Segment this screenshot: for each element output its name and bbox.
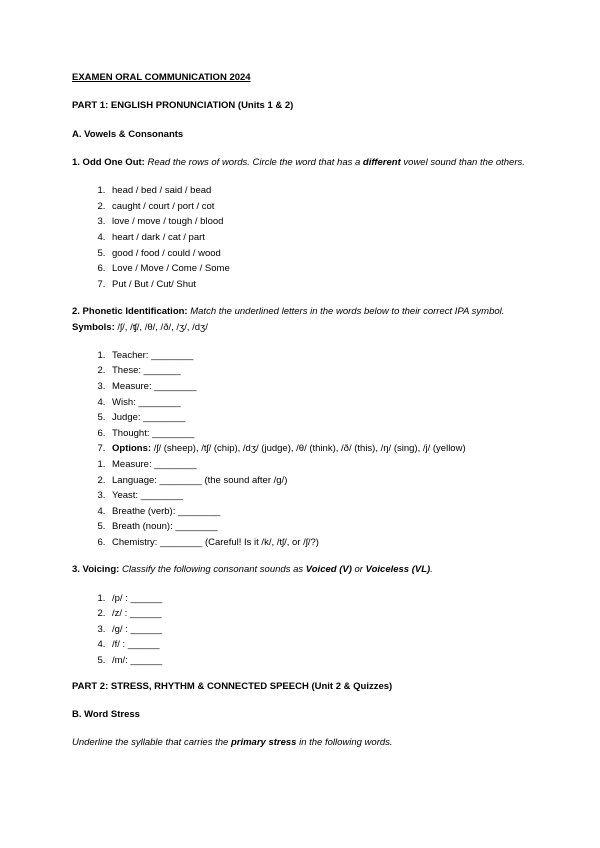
section-b-heading: B. Word Stress [72, 708, 140, 720]
question-2-list-b [72, 457, 532, 551]
list-item: 4. heart / dark / cat / part [108, 230, 532, 246]
question-3-instr-a: Classify the following consonant sounds as [119, 564, 306, 576]
document-title: EXAMEN ORAL COMMUNICATION 2024 [72, 72, 251, 83]
question-2-symbols: /ʃ/, /ʧ/, /θ/, /ð/, /ʒ/, /dʒ/ [114, 321, 208, 333]
list-item: 3. Yeast: ________ [108, 488, 532, 504]
list-item: 1. Teacher: ________ [108, 348, 532, 364]
question-2-list-a [72, 348, 532, 457]
document-page [72, 72, 532, 764]
question-2-instr: Match the underlined letters in the words below to their correct IPA symbol. [187, 306, 505, 318]
question-3-list [72, 591, 532, 669]
list-item: 1. /p/ : ______ [108, 591, 532, 607]
part2-heading-bold: PART 2: STRESS, RHYTHM & CONNECTED SPEECH [72, 680, 309, 692]
question-1-label: 1. Odd One Out: [72, 157, 145, 169]
part1-heading [72, 100, 532, 112]
list-item: 1. Measure: ________ [108, 457, 532, 473]
part1-heading-rest: (Units 1 & 2) [235, 100, 294, 112]
list-item: 4. Wish: ________ [108, 395, 532, 411]
list-item: 6. Chemistry: ________ (Careful! Is it /k/, /tʃ/, or /ʃ/?) [108, 535, 532, 551]
list-item: 2. /z/ : ______ [108, 606, 532, 622]
list-item: 5. good / food / could / wood [108, 246, 532, 262]
question-4-instr-a: Underline the syllable that carries the [72, 737, 231, 749]
list-item: 2. caught / court / port / cot [108, 199, 532, 215]
question-4-bold: primary stress [230, 737, 297, 749]
list-item: 3. /g/ : ______ [108, 622, 532, 638]
question-1-instr-b: vowel sound than the others. [400, 157, 525, 169]
question-2-instructions [72, 304, 532, 334]
list-item: 1. head / bed / said / bead [108, 183, 532, 199]
question-3-voiceless: Voiceless (VL) [365, 564, 431, 576]
question-3-label: 3. Voicing: [72, 564, 120, 576]
part2-heading [72, 681, 532, 693]
list-item: 2. These: _______ [108, 363, 532, 379]
options-label: Options: [112, 443, 152, 455]
list-item: 3. Measure: ________ [108, 379, 532, 395]
list-item: 5. Judge: ________ [108, 410, 532, 426]
section-a-heading: A. Vowels & Consonants [72, 128, 184, 140]
question-3-or: or [351, 564, 366, 576]
question-1-instructions [72, 155, 532, 170]
question-3-instructions [72, 562, 532, 577]
list-item: 5. Breath (noun): ________ [108, 519, 532, 535]
question-4-instructions [72, 735, 532, 750]
list-item: 5. /m/: ______ [108, 653, 532, 669]
list-item: 7. Put / But / Cut/ Shut [108, 277, 532, 293]
question-1-list [72, 183, 532, 292]
question-1-instr-bold: different [362, 157, 401, 169]
part1-heading-bold: PART 1: ENGLISH PRONUNCIATION [72, 100, 236, 112]
list-item: 6. Thought: ________ [108, 426, 532, 442]
options-text: /ʃ/ (sheep), /tʃ/ (chip), /dʒ/ (judge), /θ/ (think), /ð/ (this), /ŋ/ (sing), /j/ (yellow) [151, 443, 466, 455]
question-4-instr-b: in the following words. [296, 737, 393, 749]
question-1-instr-a: Read the rows of words. Circle the word that has a [144, 157, 363, 169]
question-2-label: 2. Phonetic Identification: [72, 306, 188, 318]
question-3-voiced: Voiced (V) [305, 564, 352, 576]
list-item: 6. Love / Move / Come / Some [108, 261, 532, 277]
list-item-options [108, 441, 532, 457]
question-2-symbols-label: Symbols: [72, 321, 115, 333]
question-3-end: . [430, 564, 433, 576]
list-item: 3. love / move / tough / blood [108, 214, 532, 230]
list-item: 2. Language: ________ (the sound after /g/) [108, 473, 532, 489]
list-item: 4. /f/ : ______ [108, 637, 532, 653]
list-item: 4. Breathe (verb): ________ [108, 504, 532, 520]
part2-heading-rest: (Unit 2 & Quizzes) [308, 680, 393, 692]
